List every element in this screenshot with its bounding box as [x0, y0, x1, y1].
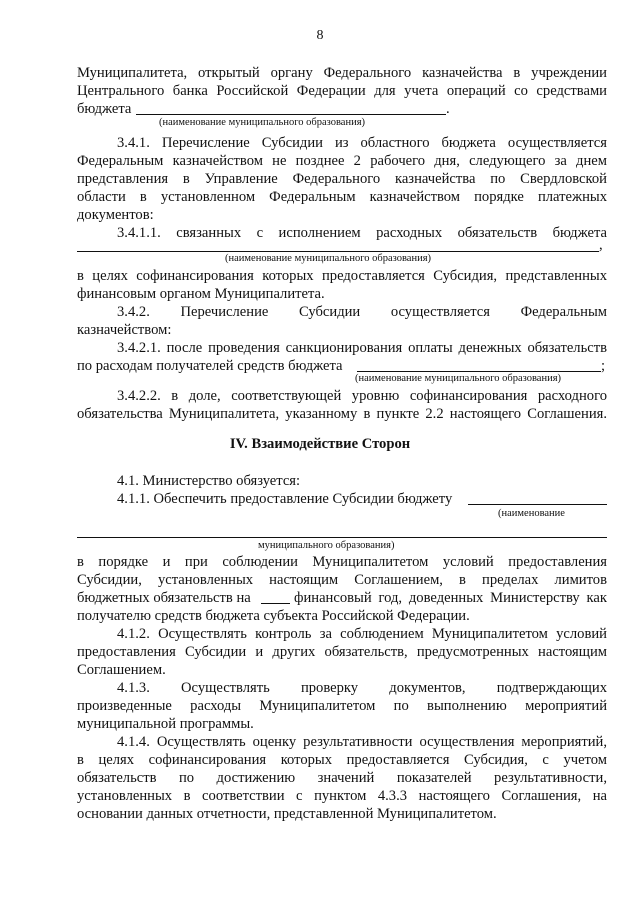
paragraph-line: казначейством:	[77, 322, 172, 338]
paragraph-line: обязательств по достижению значений показателей результативности,	[77, 770, 607, 786]
paragraph-line: представления в Управление Федерального казначейства по Свердловской	[77, 171, 607, 187]
paragraph-line: Муниципалитета, открытый органу Федерального казначейства в учреждении	[77, 65, 607, 81]
paragraph-line: 4.1.4. Осуществлять оценку результативности осуществления мероприятий,	[117, 734, 607, 750]
paragraph-line: 4.1.3. Осуществлять проверку документов, подтверждающих	[117, 680, 607, 696]
paragraph-line: установленных в соответствии с пунктом 4.3.3 настоящего Соглашения, на	[77, 788, 607, 804]
paragraph-line: 4.1.1. Обеспечить предоставление Субсидии бюджету	[117, 491, 453, 507]
paragraph-line: в целях софинансирования которых предоставляется Субсидия, с учетом	[77, 752, 607, 768]
paragraph-line: 3.4.2.1. после проведения санкционирования оплаты денежных обязательств	[117, 340, 607, 356]
paragraph-line: Федеральным казначейством не позднее 2 рабочего дня, следующего за днем	[77, 153, 607, 169]
blank-fill-line	[77, 537, 607, 538]
blank-fill-line	[136, 114, 446, 115]
paragraph-line: Соглашением.	[77, 662, 166, 678]
blank-fill-line	[77, 251, 599, 252]
paragraph-line: обязательства Муниципалитета, указанному в пункте 2.2 настоящего Соглашения.	[77, 406, 607, 422]
page-number: 8	[316, 28, 324, 43]
paragraph-line: основании данных отчетности, представленной Муниципалитетом.	[77, 806, 497, 822]
paragraph-line: по расходам получателей средств бюджета	[77, 358, 343, 374]
paragraph-line: бюджета	[77, 101, 132, 117]
paragraph-line: области в установленном Федеральным казначейством порядке платежных	[77, 189, 607, 205]
paragraph-line: документов:	[77, 207, 154, 223]
paragraph-line: предоставления Субсидии и других обязательств, предусмотренных настоящим	[77, 644, 607, 660]
paragraph-line: 3.4.1. Перечисление Субсидии из областного бюджета осуществляется	[117, 135, 607, 151]
paragraph-line: Центрального банка Российской Федерации для учета операций со средствами	[77, 83, 607, 99]
field-caption: (наименование муниципального образования)	[159, 117, 366, 128]
punctuation: ,	[599, 237, 603, 253]
paragraph-line: произведенные расходы Муниципалитетом по выполнению мероприятий	[77, 698, 607, 714]
field-caption: (наименование муниципального образования)	[225, 253, 432, 264]
paragraph-line: в целях софинансирования которых предоставляется Субсидия, представленных	[77, 268, 607, 284]
paragraph-line: финансовым органом Муниципалитета.	[77, 286, 325, 302]
field-caption: (наименование муниципального образования)	[355, 373, 562, 384]
blank-fill-line	[468, 504, 607, 505]
paragraph-line: 4.1.2. Осуществлять контроль за соблюдением Муниципалитетом условий	[117, 626, 607, 642]
field-caption: муниципального образования)	[258, 540, 395, 551]
paragraph-line: муниципальной программы.	[77, 716, 254, 732]
blank-fill-line	[261, 603, 290, 604]
section-heading: IV. Взаимодействие Сторон	[229, 436, 411, 452]
paragraph-line: финансовый год, доведенных Министерству как	[294, 590, 607, 606]
blank-fill-line	[357, 371, 601, 372]
punctuation: ;	[601, 358, 606, 374]
punctuation: .	[446, 101, 450, 117]
field-caption: (наименование	[498, 508, 565, 519]
paragraph-line: 4.1. Министерство обязуется:	[117, 473, 301, 489]
paragraph-line: 3.4.2.2. в доле, соответствующей уровню софинансирования расходного	[117, 388, 607, 404]
paragraph-line: 3.4.1.1. связанных с исполнением расходных обязательств бюджета	[117, 225, 607, 241]
paragraph-line: 3.4.2. Перечисление Субсидии осуществляется Федеральным	[117, 304, 607, 320]
paragraph-line: Субсидии, установленных настоящим Соглашением, в пределах лимитов	[77, 572, 607, 588]
paragraph-line: в порядке и при соблюдении Муниципалитетом условий предоставления	[77, 554, 607, 570]
paragraph-line: бюджетных обязательств на	[77, 590, 251, 606]
paragraph-line: получателю средств бюджета субъекта Российской Федерации.	[77, 608, 470, 624]
